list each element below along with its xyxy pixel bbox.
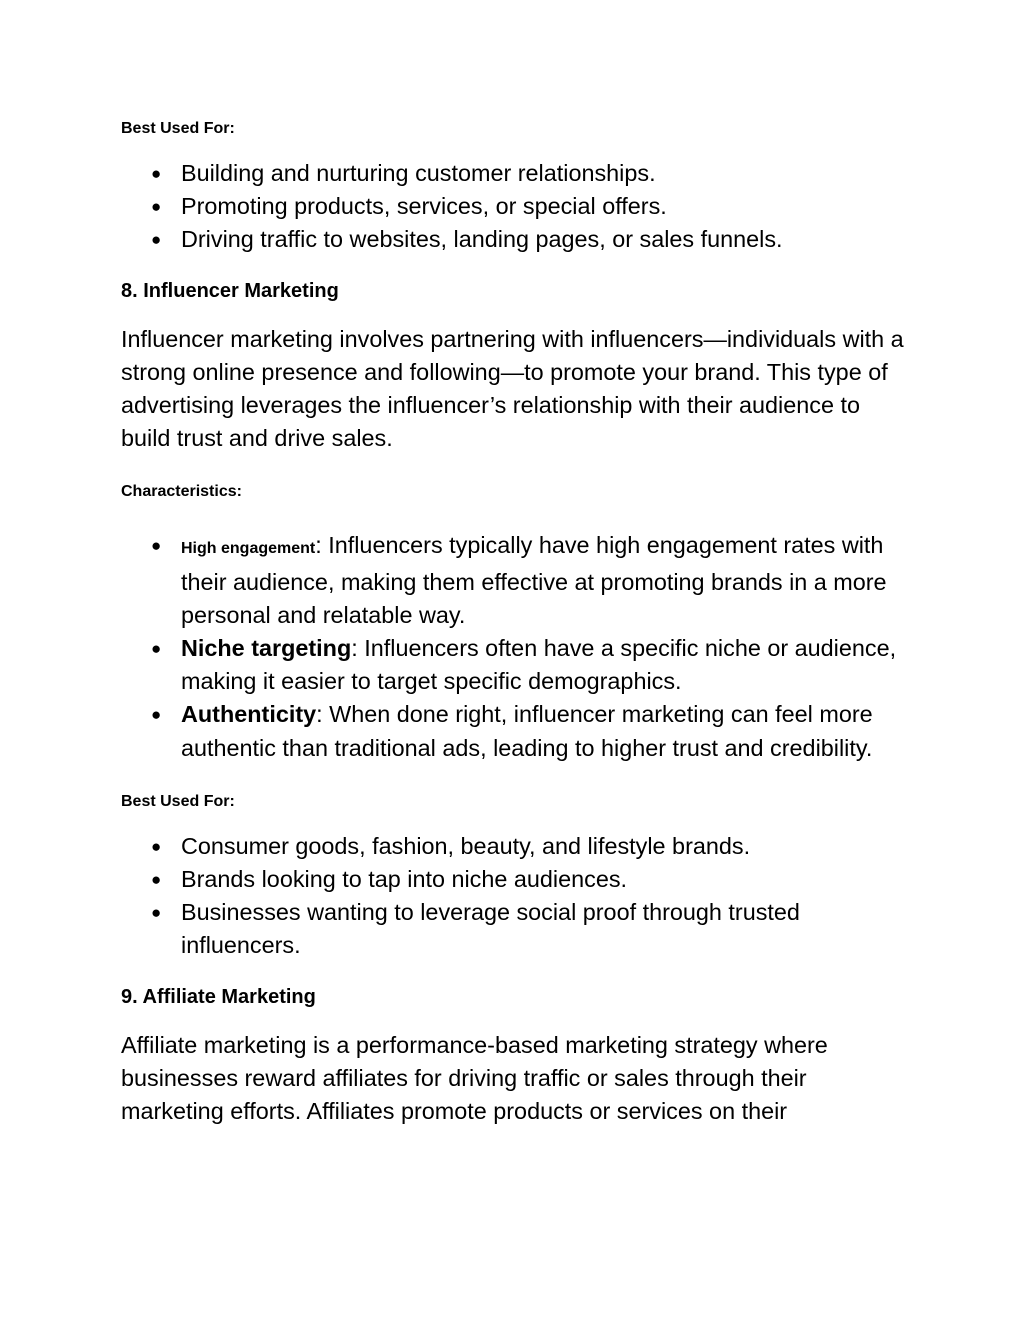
list-item <box>121 157 911 190</box>
list-item <box>121 632 911 698</box>
list-item-text: Promoting products, services, or special offers. <box>181 193 667 220</box>
best-used-for-heading: Best Used For: <box>121 792 235 810</box>
list-item <box>121 529 911 632</box>
list-item <box>121 896 911 962</box>
list-item-text: Driving traffic to websites, landing pages, or sales funnels. <box>181 226 783 253</box>
bullet-icon: ● <box>151 870 162 890</box>
characteristics-list <box>121 529 911 764</box>
page-content <box>121 118 911 1128</box>
characteristic-term: Authenticity <box>181 701 317 728</box>
list-item <box>121 223 911 256</box>
bullet-icon: ● <box>151 197 162 217</box>
characteristic-term: Niche targeting <box>181 635 352 662</box>
list-item <box>121 698 911 764</box>
characteristic-term: High engagement <box>181 540 316 558</box>
list-item <box>121 190 911 223</box>
characteristics-heading: Characteristics: <box>121 483 242 501</box>
bullet-icon: ● <box>151 705 162 725</box>
bullet-icon: ● <box>151 536 162 556</box>
list-item-text: Building and nurturing customer relationships. <box>181 160 656 186</box>
bullet-icon: ● <box>151 639 162 659</box>
list-item <box>121 863 911 896</box>
section-title: 8. Influencer Marketing <box>121 279 339 302</box>
section-title: 9. Affiliate Marketing <box>121 985 316 1008</box>
best-used-for-heading: Best Used For: <box>121 120 235 137</box>
list-item-text: Brands looking to tap into niche audiences. <box>181 866 628 893</box>
best-used-for-list <box>121 157 911 257</box>
bullet-icon: ● <box>151 903 162 923</box>
bullet-icon: ● <box>151 230 162 250</box>
list-item <box>121 830 911 863</box>
section-paragraph: Influencer marketing involves partnering with influencers—individuals with a strong online presence and following—to promote your brand. This type of advertising leverages the influencer’s relationship with their audience to build trust and drive sales. <box>121 325 904 452</box>
list-item-text: Businesses wanting to leverage social proof through trusted influencers. <box>181 899 800 959</box>
best-used-for-list <box>121 830 911 963</box>
bullet-icon: ● <box>151 164 162 183</box>
characteristic-text: : When done right, influencer marketing can feel more authentic than traditional ads, leading to higher trust and credibility. <box>181 701 873 761</box>
section-paragraph: Affiliate marketing is a performance-based marketing strategy where businesses reward affiliates for driving traffic or sales through their marketing efforts. Affiliates promote products or services on their <box>121 1031 828 1125</box>
characteristic-text: : Influencers often have a specific niche or audience, making it easier to target specific demographics. <box>181 635 897 695</box>
characteristic-text: : Influencers typically have high engagement rates with their audience, making them effective at promoting brands in a more personal and relatable way. <box>181 532 887 628</box>
bullet-icon: ● <box>151 836 162 856</box>
list-item-text: Consumer goods, fashion, beauty, and lifestyle brands. <box>181 832 751 859</box>
